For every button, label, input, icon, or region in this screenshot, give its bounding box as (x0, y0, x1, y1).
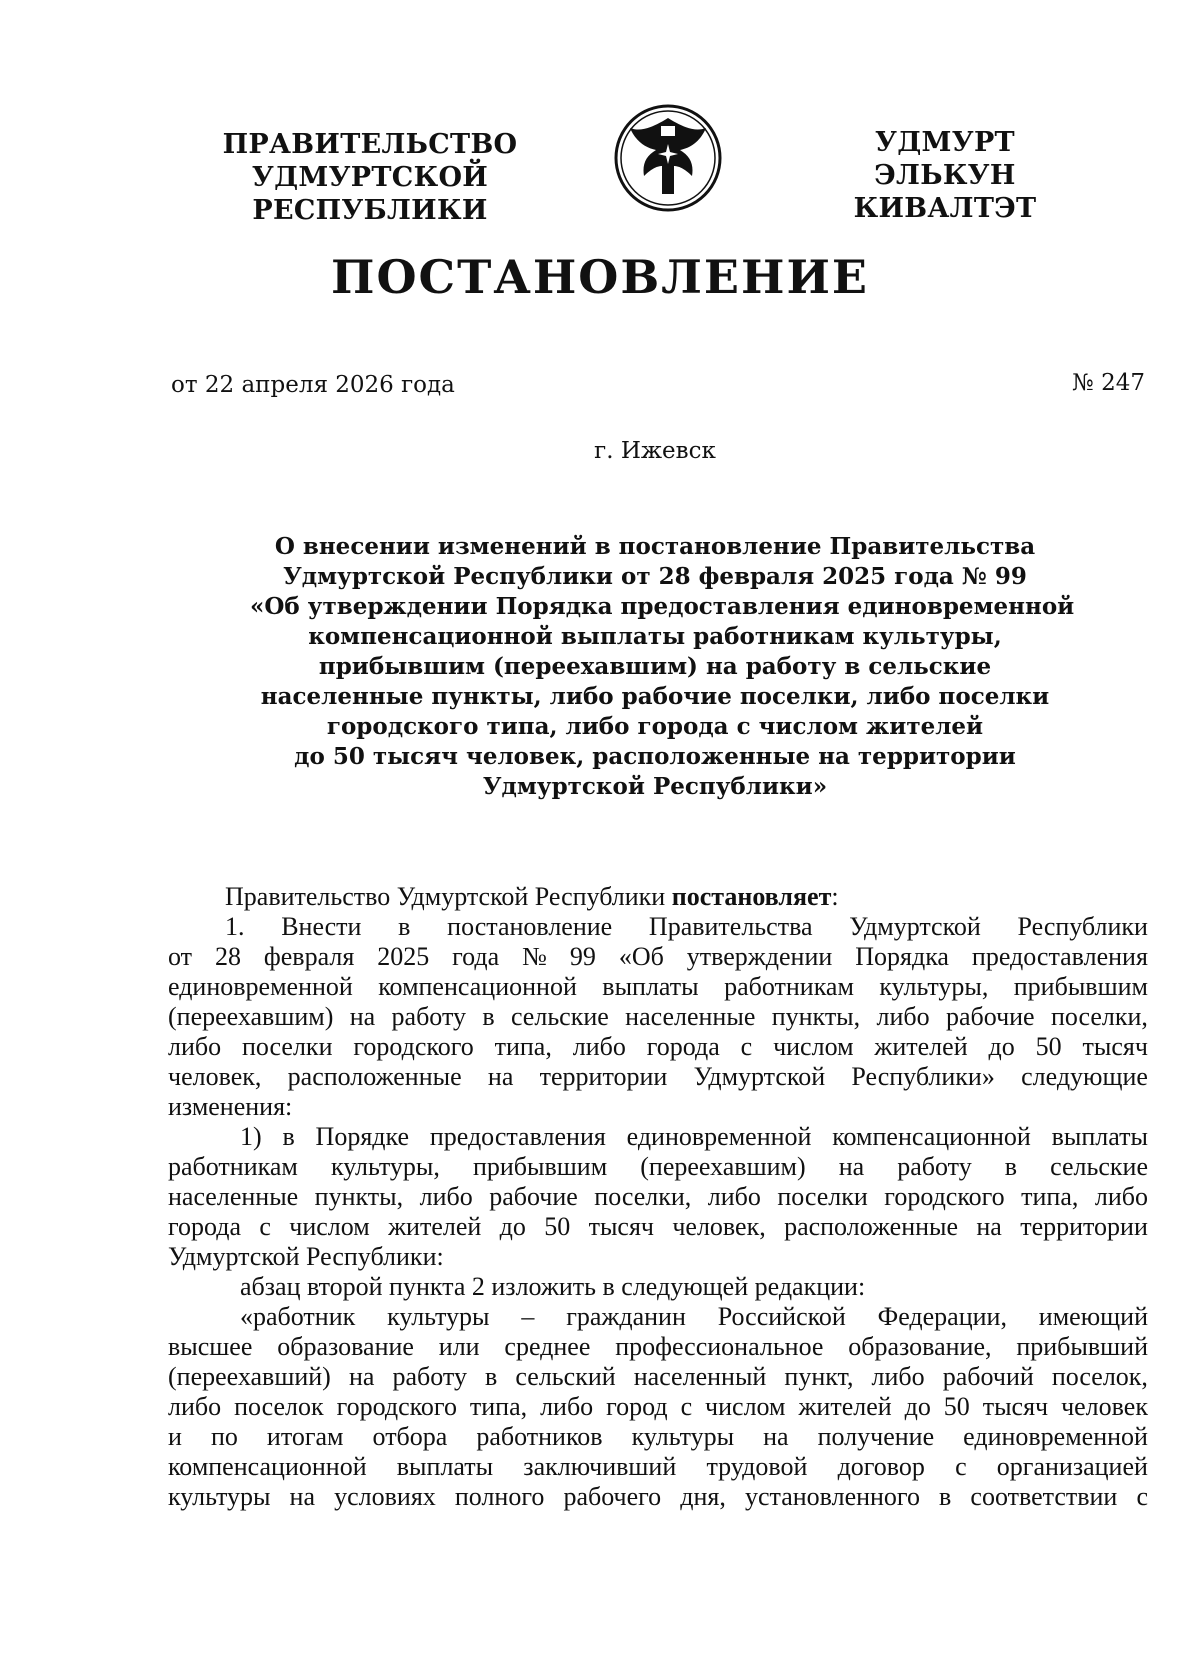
body-line: города с числом жителей до 50 тысяч человек, расположенные на территории (168, 1212, 1148, 1241)
title-line: О внесении изменений в постановление Правительства (274, 533, 1036, 560)
document-number: № 247 (1072, 370, 1145, 396)
intro-bold-verb: постановляет (671, 882, 832, 911)
body-line: культуры на условиях полного рабочего дня, установленного в соответствии с (168, 1482, 1148, 1511)
title-line: городского типа, либо города с числом жителей (326, 713, 984, 740)
body-line: (переехавшим) на работу в сельские населенные пункты, либо рабочие поселки, (168, 1002, 1148, 1031)
body-line: либо поселки городского типа, либо города с числом жителей до 50 тысяч (168, 1032, 1148, 1061)
document-title (250, 532, 1075, 802)
body-line: высшее образование или среднее профессиональное образование, прибывший (168, 1332, 1148, 1361)
title-line: населенные пункты, либо рабочие поселки, либо поселки (260, 683, 1050, 710)
government-name-udmurt-line-1: УДМУРТ ЭЛЬКУН (874, 127, 1016, 191)
body-line: и по итогам отбора работников культуры на получение единовременной (168, 1422, 1148, 1451)
body-line: Удмуртской Республики: (168, 1242, 444, 1271)
coat-of-arms-icon (612, 102, 724, 214)
body-line: от 28 февраля 2025 года № 99 «Об утверждении Порядка предоставления (168, 942, 1148, 971)
title-line: Удмуртской Республики» (482, 773, 828, 800)
document-date: от 22 апреля 2026 года (171, 372, 455, 398)
title-line: до 50 тысяч человек, расположенные на территории (294, 743, 1016, 770)
government-name-udmurt (800, 126, 1090, 225)
body-line: абзац второй пункта 2 изложить в следующей редакции: (240, 1272, 866, 1301)
document-city: г. Ижевск (594, 438, 716, 464)
government-name-line-2: УДМУРТСКОЙ РЕСПУБЛИКИ (251, 162, 489, 226)
title-line: компенсационной выплаты работникам культуры, (308, 623, 1002, 650)
title-line: Удмуртской Республики от 28 февраля 2025 года № 99 (283, 563, 1027, 590)
body-line: 1. Внести в постановление Правительства Удмуртской Республики (225, 912, 1148, 941)
body-line: «работник культуры – гражданин Российской Федерации, имеющий (240, 1302, 1148, 1331)
body-line: единовременной компенсационной выплаты работникам культуры, прибывшим (168, 972, 1148, 1001)
government-name-russian (140, 128, 600, 227)
government-name-udmurt-line-2: КИВАЛТЭТ (853, 193, 1037, 224)
title-line: «Об утверждении Порядка предоставления единовременной (250, 593, 1075, 620)
body-intro (168, 882, 1148, 912)
body-line: человек, расположенные на территории Удмуртской Республики» следующие (168, 1062, 1148, 1091)
intro-text: Правительство Удмуртской Республики (225, 882, 672, 911)
body-line: работникам культуры, прибывшим (переехавшим) на работу в сельские (168, 1152, 1148, 1181)
body-line: изменения: (168, 1092, 293, 1121)
body-line: компенсационной выплаты заключивший трудовой договор с организацией (168, 1452, 1148, 1481)
title-line: прибывшим (переехавшим) на работу в сельские (318, 653, 992, 680)
government-name-line-1: ПРАВИТЕЛЬСТВО (222, 129, 518, 160)
body-line: либо поселок городского типа, либо город с числом жителей до 50 тысяч человек (168, 1392, 1148, 1421)
intro-colon: : (831, 882, 839, 911)
document-body (168, 882, 1148, 1512)
body-line: населенные пункты, либо рабочие поселки, либо поселки городского типа, либо (168, 1182, 1148, 1211)
body-line: 1) в Порядке предоставления единовременной компенсационной выплаты (240, 1122, 1148, 1151)
body-line: (переехавший) на работу в сельский населенный пункт, либо рабочий поселок, (168, 1362, 1148, 1391)
document-type-heading: ПОСТАНОВЛЕНИЕ (331, 250, 869, 304)
